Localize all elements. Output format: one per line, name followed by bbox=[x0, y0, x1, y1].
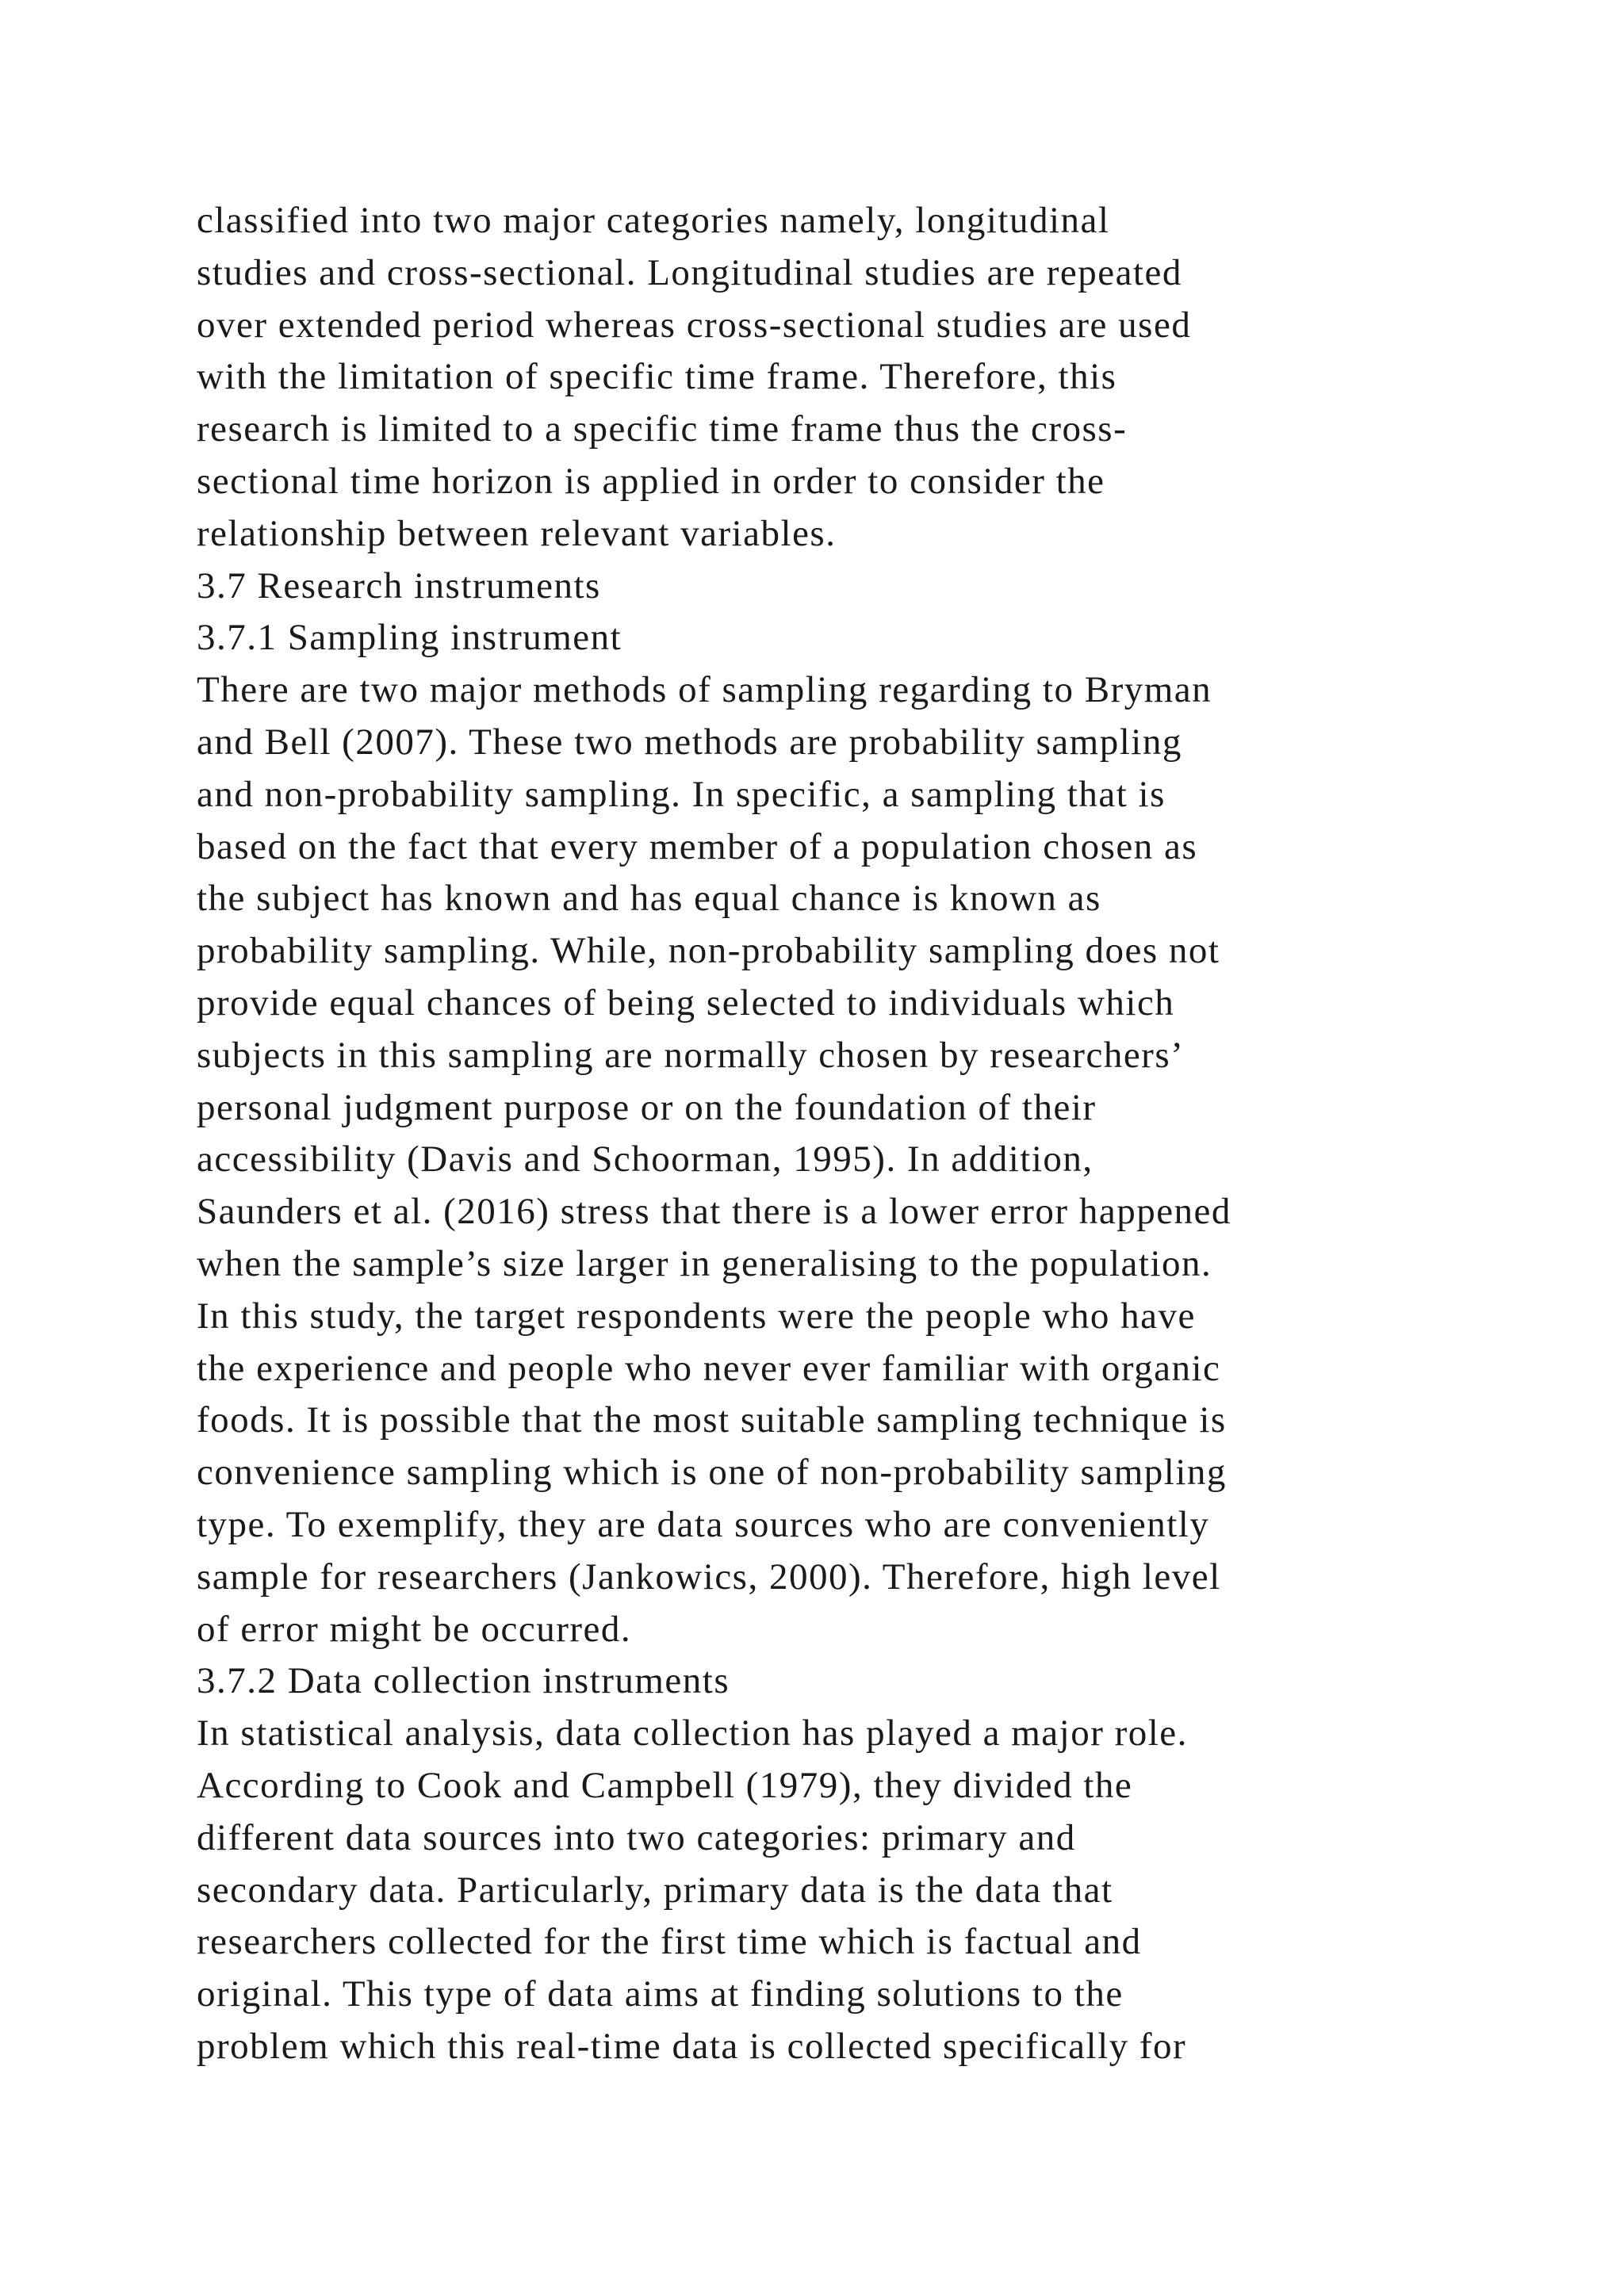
text-line: sectional time horizon is applied in order to consider the bbox=[197, 460, 1105, 502]
text-line: with the limitation of specific time frame. Therefore, this bbox=[197, 356, 1117, 398]
text-line: foods. It is possible that the most suitable sampling technique is bbox=[197, 1399, 1227, 1441]
text-line: According to Cook and Campbell (1979), they divided the bbox=[197, 1764, 1133, 1806]
text-line: In this study, the target respondents were the people who have bbox=[197, 1295, 1196, 1337]
text-line: relationship between relevant variables. bbox=[197, 512, 837, 554]
text-line: studies and cross-sectional. Longitudinal studies are repeated bbox=[197, 251, 1182, 293]
text-line: In statistical analysis, data collection has played a major role. bbox=[197, 1712, 1188, 1755]
text-line: There are two major methods of sampling regarding to Bryman bbox=[197, 669, 1212, 711]
text-line: provide equal chances of being selected to individuals which bbox=[197, 982, 1175, 1024]
text-line: personal judgment purpose or on the foundation of their bbox=[197, 1086, 1097, 1128]
text-line: when the sample’s size larger in generalising to the population. bbox=[197, 1242, 1212, 1284]
text-line: subjects in this sampling are normally chosen by researchers’ bbox=[197, 1034, 1185, 1076]
text-line: type. To exemplify, they are data sources who are conveniently bbox=[197, 1503, 1210, 1545]
text-line: sample for researchers (Jankowics, 2000). Therefore, high level bbox=[197, 1556, 1221, 1598]
text-line: classified into two major categories namely, longitudinal bbox=[197, 200, 1110, 241]
body-text bbox=[197, 195, 1497, 2073]
text-line: Saunders et al. (2016) stress that there is a lower error happened bbox=[197, 1191, 1231, 1233]
text-line: based on the fact that every member of a population chosen as bbox=[197, 825, 1198, 867]
text-line: researchers collected for the first time which is factual and bbox=[197, 1921, 1142, 1963]
text-line: probability sampling. While, non-probability sampling does not bbox=[197, 930, 1220, 972]
text-line: original. This type of data aims at finding solutions to the bbox=[197, 1973, 1124, 2015]
section-heading: 3.7 Research instruments bbox=[197, 564, 601, 607]
text-line: accessibility (Davis and Schoorman, 1995). In addition, bbox=[197, 1138, 1094, 1181]
text-line: the subject has known and has equal chance is known as bbox=[197, 878, 1101, 920]
text-line: secondary data. Particularly, primary data is the data that bbox=[197, 1869, 1113, 1911]
text-line: convenience sampling which is one of non-probability sampling bbox=[197, 1452, 1227, 1494]
text-line: over extended period whereas cross-sectional studies are used bbox=[197, 304, 1192, 346]
text-line: different data sources into two categories: primary and bbox=[197, 1816, 1076, 1858]
text-line: and Bell (2007). These two methods are probability sampling bbox=[197, 721, 1182, 763]
subsection-heading: 3.7.2 Data collection instruments bbox=[197, 1660, 730, 1702]
text-line: problem which this real-time data is collected specifically for bbox=[197, 2025, 1187, 2067]
text-line: of error might be occurred. bbox=[197, 1608, 632, 1650]
subsection-heading: 3.7.1 Sampling instrument bbox=[197, 617, 622, 659]
text-line: the experience and people who never ever familiar with organic bbox=[197, 1347, 1221, 1389]
text-line: and non-probability sampling. In specific, a sampling that is bbox=[197, 773, 1166, 815]
text-line: research is limited to a specific time frame thus the cross- bbox=[197, 408, 1128, 450]
